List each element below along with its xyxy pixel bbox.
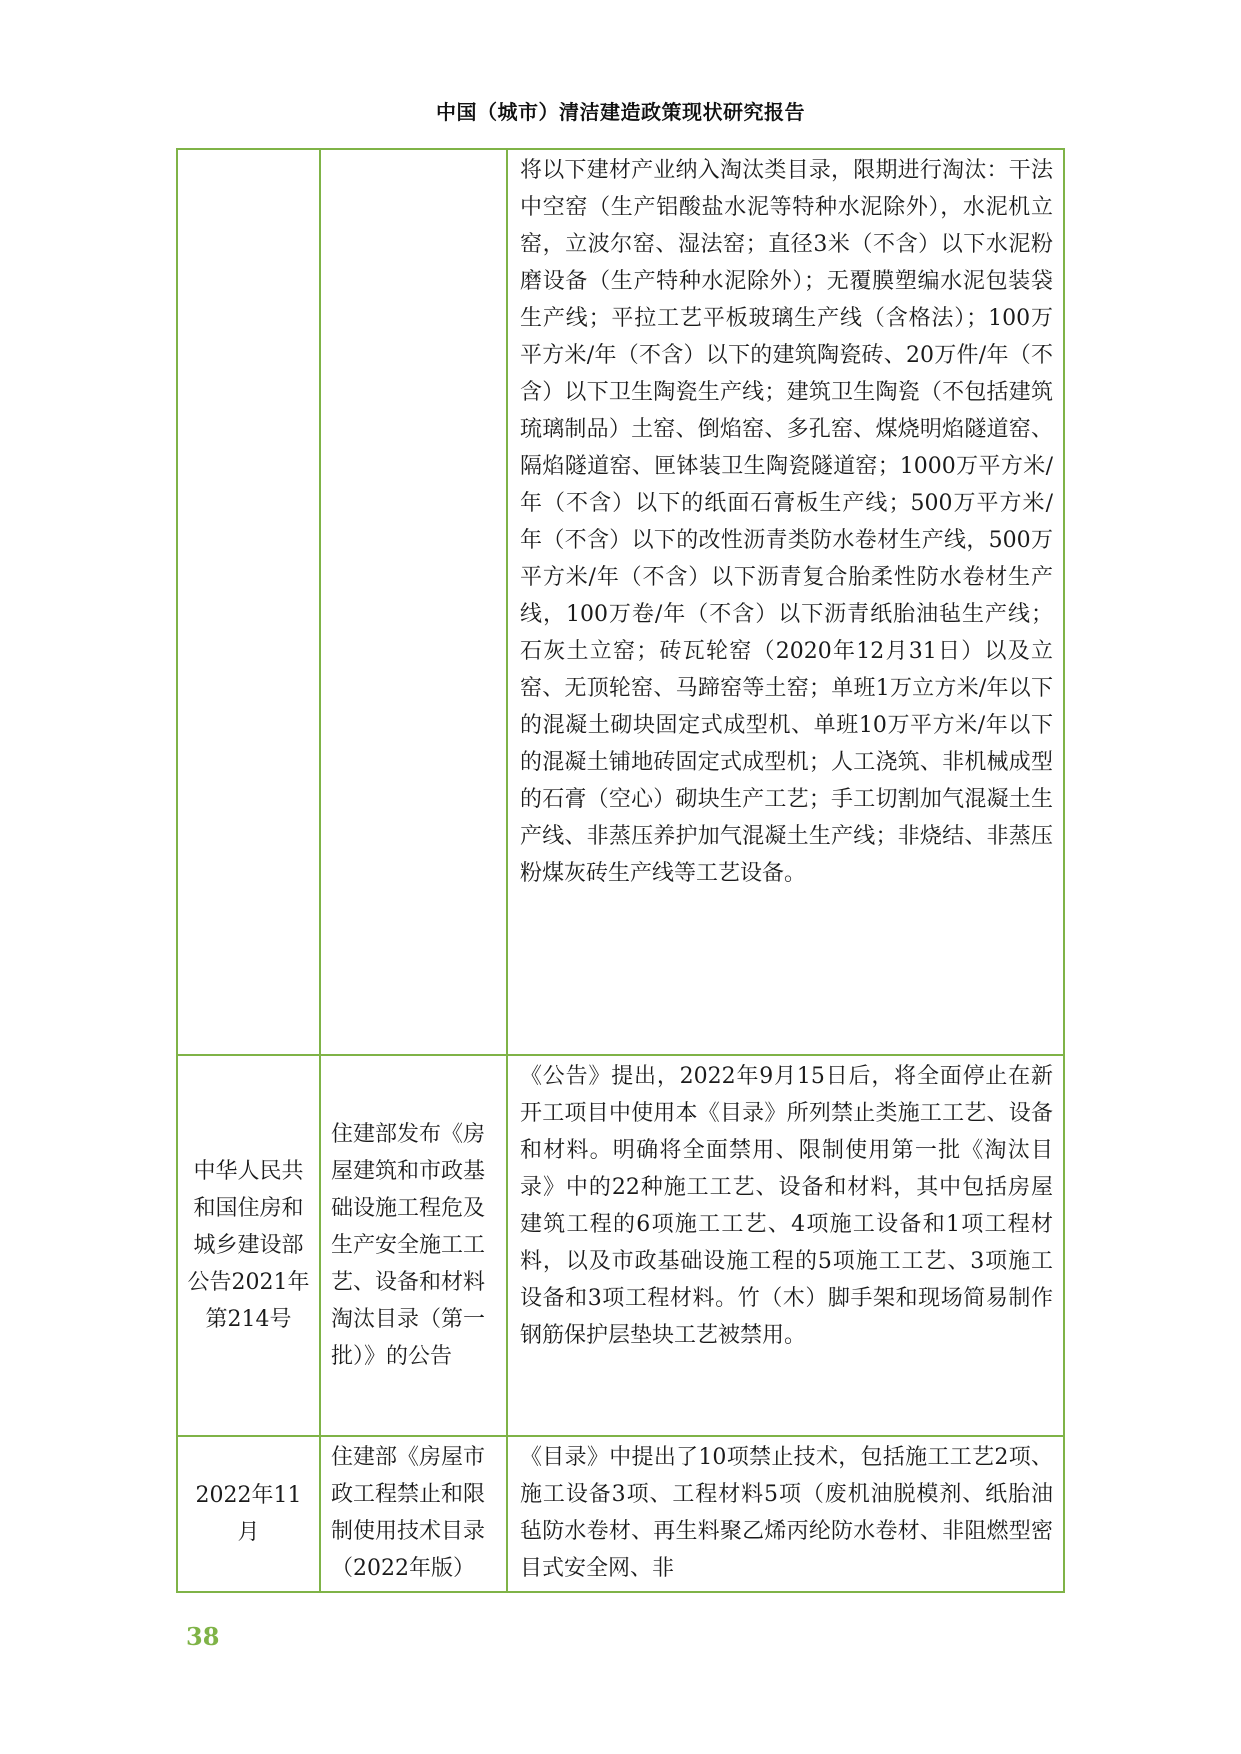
content-cell: 将以下建材产业纳入淘汰类目录，限期进行淘汰：干法中空窑（生产铝酸盐水泥等特种水泥除外），水泥机立窑，立波尔窑、湿法窑；直径3米（不含）以下水泥粉磨设备（生产特种水泥除外）；无覆膜塑编水泥包装袋生产线；平拉工艺平板玻璃生产线（含格法）；100万平方米/年（不含）以下的建筑陶瓷砖、20万件/年（不含）以下卫生陶瓷生产线；建筑卫生陶瓷（不包括建筑琉璃制品）土窑、倒焰窑、多孔窑、煤烧明焰隧道窑、隔焰隧道窑、匣钵装卫生陶瓷隧道窑；1000万平方米/年（不含）以下的纸面石膏板生产线；500万平方米/年（不含）以下的改性沥青类防水卷材生产线，500万平方米/年（不含）以下沥青复合胎柔性防水卷材生产线，100万卷/年（不含）以下沥青纸胎油毡生产线；石灰土立窑；砖瓦轮窑（2020年12月31日）以及立窑、无顶轮窑、马蹄窑等土窑；单班1万立方米/年以下的混凝土砌块固定式成型机、单班10万平方米/年以下的混凝土铺地砖固定式成型机；人工浇筑、非机械成型的石膏（空心）砌块生产工艺；手工切割加气混凝土生产线、非蒸压养护加气混凝土生产线；非烧结、非蒸压粉煤灰砖生产线等工艺设备。: [507, 149, 1064, 1055]
page-number: 38: [186, 1622, 220, 1651]
table-row: [177, 149, 1064, 1055]
issuer-cell: [177, 149, 320, 1055]
table-row: [177, 1055, 1064, 1436]
policy-table: [176, 148, 1065, 1593]
issuer-cell: 中华人民共和国住房和城乡建设部公告2021年第214号: [177, 1055, 320, 1436]
document-cell: 住建部《房屋市政工程禁止和限制使用技术目录（2022年版）: [320, 1436, 507, 1592]
document-cell: [320, 149, 507, 1055]
document-cell: 住建部发布《房屋建筑和市政基础设施工程危及生产安全施工工艺、设备和材料淘汰目录（第一批）》的公告: [320, 1055, 507, 1436]
content-cell: 《公告》提出，2022年9月15日后，将全面停止在新开工项目中使用本《目录》所列禁止类施工工艺、设备和材料。明确将全面禁用、限制使用第一批《淘汰目录》中的22种施工工艺、设备和材料，其中包括房屋建筑工程的6项施工工艺、4项施工设备和1项工程材料，以及市政基础设施工程的5项施工工艺、3项施工设备和3项工程材料。竹（木）脚手架和现场简易制作钢筋保护层垫块工艺被禁用。: [507, 1055, 1064, 1436]
content-cell: 《目录》中提出了10项禁止技术，包括施工工艺2项、施工设备3项、工程材料5项（废机油脱模剂、纸胎油毡防水卷材、再生料聚乙烯丙纶防水卷材、非阻燃型密目式安全网、非: [507, 1436, 1064, 1592]
table-row: [177, 1436, 1064, 1592]
page-header-title: 中国（城市）清洁建造政策现状研究报告: [436, 100, 805, 124]
issuer-cell: 2022年11月: [177, 1436, 320, 1592]
